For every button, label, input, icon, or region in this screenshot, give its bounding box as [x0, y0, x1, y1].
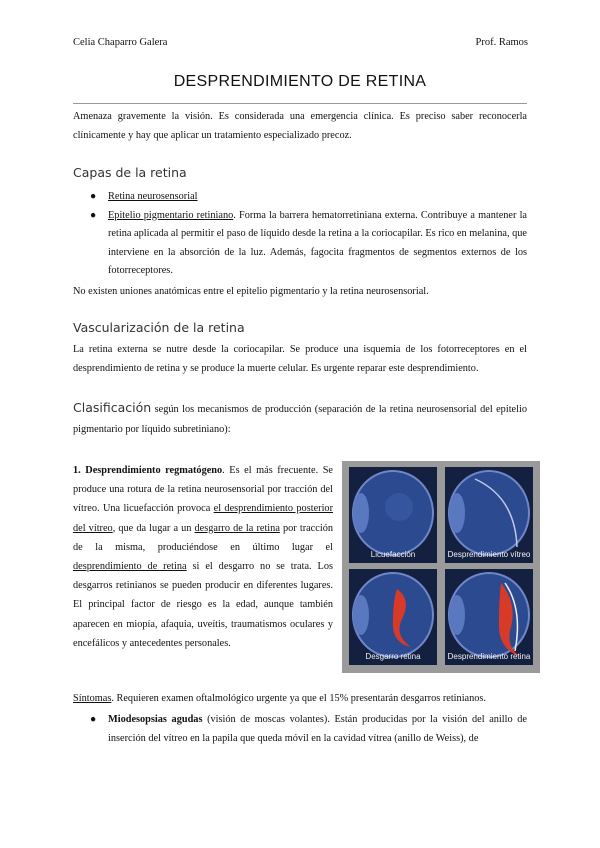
figure-caption: Desprendimiento retina	[447, 652, 531, 661]
sintomas-text: . Requieren examen oftalmológico urgente ya que el 15% presentarán desgarros retinianos.	[111, 693, 486, 704]
sintomas-list	[90, 711, 527, 748]
capa-term-retina: Retina neurosensorial	[108, 191, 198, 202]
capa-term-epitelio: Epitelio pigmentario retiniano	[108, 209, 234, 221]
bullet-icon: ●	[90, 209, 97, 221]
eye-illustration	[445, 569, 533, 665]
figure-panel-desprendimiento-vitreo	[445, 467, 533, 563]
figure-panel-desprendimiento-retina	[445, 569, 533, 665]
sintomas-label: Síntomas	[73, 693, 112, 704]
eye-illustration	[445, 467, 533, 563]
figure-caption: Desprendimiento vítreo	[447, 550, 531, 559]
regmato-underline-1: el desprendimiento posterior del vítreo	[73, 503, 334, 534]
regmato-text-2: , que da lugar a un	[112, 522, 195, 534]
eye-illustration	[349, 569, 437, 665]
regmato-text-3: por tracción de la misma, produciéndose en último lugar el	[73, 522, 333, 553]
figure-caption: Licuefacción	[370, 550, 416, 559]
figure-caption: Desgarro retina	[365, 652, 421, 661]
regmato-underline-2: desgarro de la retina	[194, 522, 280, 534]
intro-paragraph: Amenaza gravemente la visión. Es considerada una emergencia clínica. Es preciso saber reconocerla clínicamente y hay que aplicar un tratamiento especializado precoz.	[73, 111, 527, 141]
sintoma-term: Miodesopsias agudas	[108, 714, 203, 725]
bullet-icon: ●	[90, 714, 97, 725]
sintoma-desc: (visión de moscas volantes). Están producidas por la visión del anillo de inserción del vítreo en la papila que queda móvil en la cavidad vítrea (anillo de Weiss), de	[108, 714, 527, 744]
list-item	[90, 711, 527, 748]
figure-panel-licuefaccion	[349, 467, 437, 563]
section-heading-clasif: Clasificación	[73, 400, 152, 415]
list-item	[90, 188, 527, 207]
header-professor: Prof. Ramos	[475, 37, 528, 48]
regmato-text-4: si el desgarro no se trata. Los desgarros retinianos se pueden producir en diferentes lugares. El principal factor de riesgo es la edad, aunque también aparecen en miopía, afaquia, uveítis, traumatismos oculares y encefálicos y antecedentes personales.	[73, 561, 333, 649]
capas-note: No existen uniones anatómicas entre el epitelio pigmentario y la retina neurosensorial.	[73, 286, 429, 297]
section-heading-capas: Capas de la retina	[73, 165, 187, 180]
regmato-term: Desprendimiento regmatógeno	[85, 465, 223, 476]
page-title: DESPRENDIMIENTO DE RETINA	[173, 73, 427, 90]
section-heading-vasc: Vascularización de la retina	[73, 320, 245, 335]
capas-list	[90, 188, 527, 281]
bullet-icon: ●	[90, 191, 97, 202]
figure-panel-desgarro-retina	[349, 569, 437, 665]
vasc-paragraph: La retina externa se nutre desde la coriocapilar. Se produce una isquemia de los fotorreceptores en el desprendimiento de retina y se produce la muerte celular. Es urgente reparar este desprendimiento.	[73, 344, 527, 374]
capa-desc-epitelio: . Forma la barrera hematorretiniana externa. Contribuye a mantener la retina aplicada al permitir el paso de líquido desde la retina a la coriocapilar. Es rico en melanina, que interviene en la absorción de la luz. Además, fagocita fragmentos de segmentos externos de los fotorreceptores.	[108, 209, 528, 276]
list-item	[90, 207, 527, 281]
clasif-paragraph	[73, 398, 527, 440]
sintomas-paragraph	[73, 690, 527, 709]
clasif-text: según los mecanismos de producción (separación de la retina neurosensorial del epitelio pigmentario por líquido subretiniano):	[73, 404, 527, 435]
regmato-underline-3: desprendimiento de retina	[73, 561, 187, 573]
retina-detachment-figure	[342, 461, 540, 673]
regmato-paragraph	[73, 461, 333, 653]
header-author: Celia Chaparro Galera	[73, 37, 168, 48]
title-divider	[73, 103, 527, 104]
regmato-text-1: . Es el más frecuente. Se produce una rotura de la retina neurosensorial por tracción del vítreo. Una licuefacción provoca	[73, 465, 333, 515]
regmato-number: 1.	[73, 465, 81, 476]
eye-illustration	[349, 467, 437, 563]
